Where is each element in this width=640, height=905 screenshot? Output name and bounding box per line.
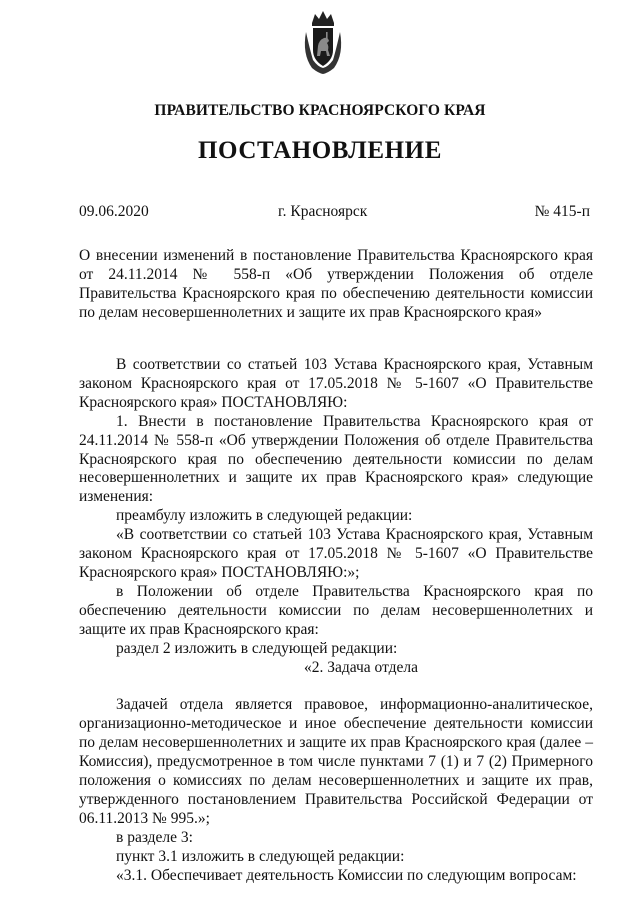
government-title: ПРАВИТЕЛЬСТВО КРАСНОЯРСКОГО КРАЯ (154, 102, 486, 119)
coat-of-arms-icon (300, 10, 346, 76)
section-2-text-paragraph: Задачей отдела является правовое, информационно-аналитическое, организационно-методическое и иное обеспечение деятельности комиссии по делам несовершеннолетних и защите их прав Красноярского края (далее – Комиссия), предусмотренное в том числе пунктами 7 (1) и 7 (2) Примерного положения о комиссиях по делам несовершеннолетних и защите их прав, утвержденного постановлением Правительства Российской Федерации от 06.11.2013 № 995.»; (79, 696, 593, 827)
document-subject: О внесении изменений в постановление Правительства Красноярского края от 24.11.2014 № 558-п «Об утверждении Положения об отделе Правительства Красноярского края по обеспечению деятельности комиссии по делам несовершеннолетних и защите их прав Красноярского края» (79, 247, 593, 321)
section-2-change-paragraph: раздел 2 изложить в следующей редакции: (116, 639, 398, 657)
preamble-change-paragraph: преамбулу изложить в следующей редакции: (116, 507, 413, 525)
document-body (79, 356, 593, 885)
document-city: г. Красноярск (278, 203, 368, 220)
document-date: 09.06.2020 (79, 203, 149, 220)
item-1-paragraph: 1. Внести в постановление Правительства Красноярского края от 24.11.2014 № 558-п «Об утверждении Положения об отделе Правительства Красноярского края по обеспечению деятельности комиссии по делам несовершеннолетних и защите их прав Красноярского края» следующие изменения: (79, 412, 593, 506)
preamble-new-paragraph: «В соответствии со статьей 103 Устава Красноярского края, Уставным законом Красноярского края от 17.05.2018 № 5-1607 «О Правительстве Красноярского края» ПОСТАНОВЛЯЮ:»; (79, 526, 593, 581)
document-type: ПОСТАНОВЛЕНИЕ (197, 137, 443, 164)
preamble-paragraph: В соответствии со статьей 103 Устава Красноярского края, Уставным законом Красноярского края от 17.05.2018 № 5-1607 «О Правительстве Красноярского края» ПОСТАНОВЛЯЮ: (79, 356, 593, 411)
point-3-1-new-paragraph: «3.1. Обеспечивает деятельность Комиссии по следующим вопросам: (116, 866, 577, 884)
point-3-1-change-paragraph: пункт 3.1 изложить в следующей редакции: (116, 847, 405, 865)
document-number: № 415-п (534, 203, 590, 220)
section-2-heading: «2. Задача отдела (303, 658, 419, 676)
section-3-paragraph: в разделе 3: (116, 828, 193, 846)
in-regulation-paragraph: в Положении об отделе Правительства Красноярского края по обеспечению деятельности комиссии по делам несовершеннолетних и защите их прав Красноярского края: (79, 582, 593, 638)
